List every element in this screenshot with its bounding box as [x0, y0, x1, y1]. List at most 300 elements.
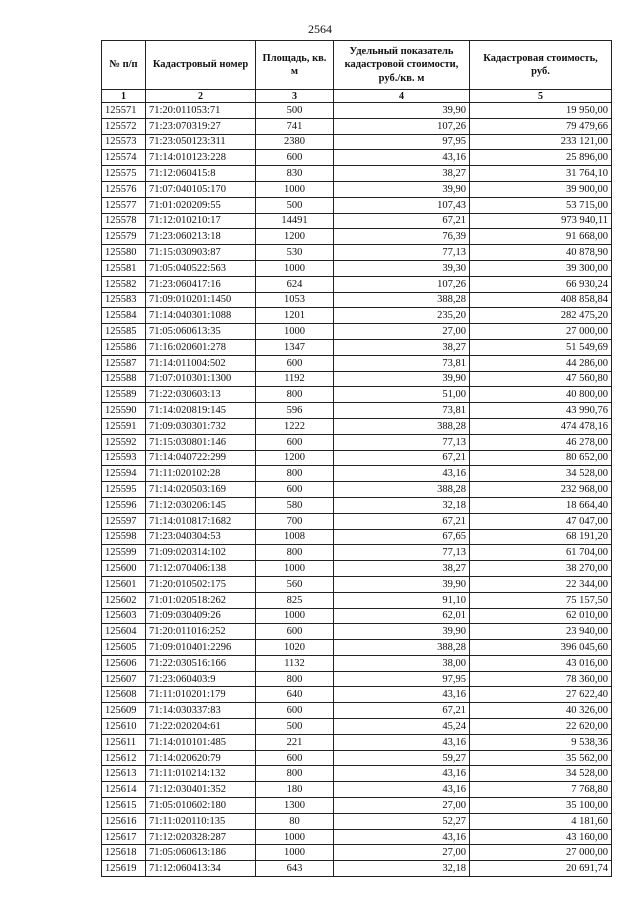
cell-cadastral-number: 71:09:010201:1450 — [146, 292, 256, 308]
cell-area: 1020 — [256, 640, 334, 656]
cell-area: 830 — [256, 166, 334, 182]
cell-cadastral-value: 7 768,80 — [470, 782, 612, 798]
cell-area: 624 — [256, 276, 334, 292]
cell-cadastral-number: 71:12:020328:287 — [146, 829, 256, 845]
cell-row-number: 125609 — [102, 703, 146, 719]
cell-row-number: 125585 — [102, 324, 146, 340]
cell-cadastral-value: 474 478,16 — [470, 418, 612, 434]
cell-area: 560 — [256, 576, 334, 592]
cell-area: 800 — [256, 766, 334, 782]
table-row — [102, 292, 612, 308]
table-row — [102, 782, 612, 798]
cell-cadastral-value: 27 622,40 — [470, 687, 612, 703]
cell-cadastral-number: 71:09:030409:26 — [146, 608, 256, 624]
cell-row-number: 125617 — [102, 829, 146, 845]
cell-area: 221 — [256, 734, 334, 750]
cell-specific-value: 388,28 — [334, 418, 470, 434]
cell-area: 1000 — [256, 561, 334, 577]
column-number: 2 — [146, 90, 256, 103]
cell-cadastral-value: 80 652,00 — [470, 450, 612, 466]
cell-cadastral-number: 71:11:010214:132 — [146, 766, 256, 782]
cell-specific-value: 39,90 — [334, 103, 470, 119]
cell-row-number: 125597 — [102, 513, 146, 529]
cell-row-number: 125605 — [102, 640, 146, 656]
cell-row-number: 125608 — [102, 687, 146, 703]
cell-cadastral-value: 27 000,00 — [470, 845, 612, 861]
table-row — [102, 103, 612, 119]
cell-area: 800 — [256, 466, 334, 482]
cell-specific-value: 38,00 — [334, 655, 470, 671]
cell-cadastral-value: 34 528,00 — [470, 766, 612, 782]
cell-cadastral-number: 71:11:010201:179 — [146, 687, 256, 703]
cell-cadastral-number: 71:01:020518:262 — [146, 592, 256, 608]
cell-cadastral-number: 71:09:030301:732 — [146, 418, 256, 434]
cell-specific-value: 27,00 — [334, 324, 470, 340]
cell-row-number: 125580 — [102, 245, 146, 261]
cell-specific-value: 32,18 — [334, 861, 470, 877]
table-row — [102, 308, 612, 324]
table-row — [102, 813, 612, 829]
table-row — [102, 545, 612, 561]
cell-row-number: 125587 — [102, 355, 146, 371]
cell-specific-value: 39,90 — [334, 371, 470, 387]
cell-cadastral-number: 71:23:040304:53 — [146, 529, 256, 545]
cell-cadastral-value: 27 000,00 — [470, 324, 612, 340]
cell-area: 800 — [256, 387, 334, 403]
cell-specific-value: 38,27 — [334, 561, 470, 577]
cell-area: 14491 — [256, 213, 334, 229]
cell-row-number: 125590 — [102, 403, 146, 419]
cell-cadastral-value: 973 940,11 — [470, 213, 612, 229]
cell-cadastral-number: 71:12:060415:8 — [146, 166, 256, 182]
cell-cadastral-number: 71:12:070406:138 — [146, 561, 256, 577]
table-row — [102, 640, 612, 656]
cell-row-number: 125612 — [102, 750, 146, 766]
cell-cadastral-value: 78 360,00 — [470, 671, 612, 687]
cell-row-number: 125616 — [102, 813, 146, 829]
cell-cadastral-value: 22 344,00 — [470, 576, 612, 592]
table-row — [102, 513, 612, 529]
cell-cadastral-number: 71:23:070319:27 — [146, 118, 256, 134]
cell-area: 1222 — [256, 418, 334, 434]
cell-row-number: 125610 — [102, 719, 146, 735]
cell-specific-value: 97,95 — [334, 134, 470, 150]
table-row — [102, 829, 612, 845]
cell-row-number: 125592 — [102, 434, 146, 450]
cell-area: 700 — [256, 513, 334, 529]
table-body — [102, 103, 612, 877]
cell-cadastral-value: 43 016,00 — [470, 655, 612, 671]
cell-specific-value: 38,27 — [334, 339, 470, 355]
header-row — [102, 41, 612, 90]
cell-cadastral-number: 71:14:020620:79 — [146, 750, 256, 766]
cell-cadastral-value: 43 990,76 — [470, 403, 612, 419]
cell-area: 640 — [256, 687, 334, 703]
cell-area: 180 — [256, 782, 334, 798]
cell-cadastral-value: 9 538,36 — [470, 734, 612, 750]
cell-row-number: 125594 — [102, 466, 146, 482]
table-row — [102, 687, 612, 703]
cell-area: 1000 — [256, 260, 334, 276]
cell-cadastral-number: 71:23:060403:9 — [146, 671, 256, 687]
cell-specific-value: 51,00 — [334, 387, 470, 403]
cell-area: 1053 — [256, 292, 334, 308]
cell-specific-value: 97,95 — [334, 671, 470, 687]
cell-area: 1132 — [256, 655, 334, 671]
cell-area: 1008 — [256, 529, 334, 545]
cell-cadastral-number: 71:20:010502:175 — [146, 576, 256, 592]
header-cadastral-value: Кадастровая стоимость, руб. — [470, 41, 612, 90]
cell-row-number: 125601 — [102, 576, 146, 592]
cell-cadastral-value: 91 668,00 — [470, 229, 612, 245]
table-row — [102, 671, 612, 687]
cell-area: 500 — [256, 197, 334, 213]
cell-row-number: 125591 — [102, 418, 146, 434]
cell-cadastral-value: 38 270,00 — [470, 561, 612, 577]
cell-cadastral-value: 46 278,00 — [470, 434, 612, 450]
cell-row-number: 125595 — [102, 482, 146, 498]
cell-cadastral-value: 18 664,40 — [470, 497, 612, 513]
cell-cadastral-number: 71:05:010602:180 — [146, 798, 256, 814]
column-number: 4 — [334, 90, 470, 103]
cell-row-number: 125604 — [102, 624, 146, 640]
cell-row-number: 125576 — [102, 181, 146, 197]
cell-specific-value: 77,13 — [334, 245, 470, 261]
cell-cadastral-value: 19 950,00 — [470, 103, 612, 119]
cell-specific-value: 45,24 — [334, 719, 470, 735]
cell-cadastral-value: 79 479,66 — [470, 118, 612, 134]
cell-area: 580 — [256, 497, 334, 513]
cell-row-number: 125584 — [102, 308, 146, 324]
table-row — [102, 703, 612, 719]
cell-cadastral-number: 71:22:020204:61 — [146, 719, 256, 735]
cell-specific-value: 52,27 — [334, 813, 470, 829]
cell-row-number: 125614 — [102, 782, 146, 798]
cell-row-number: 125615 — [102, 798, 146, 814]
cell-row-number: 125586 — [102, 339, 146, 355]
cell-cadastral-number: 71:07:040105:170 — [146, 181, 256, 197]
cell-specific-value: 39,90 — [334, 181, 470, 197]
cell-row-number: 125574 — [102, 150, 146, 166]
cell-cadastral-number: 71:11:020102:28 — [146, 466, 256, 482]
table-row — [102, 118, 612, 134]
cell-area: 600 — [256, 482, 334, 498]
cell-cadastral-value: 39 300,00 — [470, 260, 612, 276]
cell-area: 1000 — [256, 324, 334, 340]
table-row — [102, 655, 612, 671]
cell-specific-value: 107,26 — [334, 118, 470, 134]
cell-specific-value: 73,81 — [334, 355, 470, 371]
cell-cadastral-number: 71:09:010401:2296 — [146, 640, 256, 656]
cell-cadastral-number: 71:11:020110:135 — [146, 813, 256, 829]
table-row — [102, 181, 612, 197]
table-row — [102, 592, 612, 608]
cell-cadastral-value: 22 620,00 — [470, 719, 612, 735]
cell-cadastral-value: 66 930,24 — [470, 276, 612, 292]
cell-row-number: 125579 — [102, 229, 146, 245]
cell-area: 596 — [256, 403, 334, 419]
table-row — [102, 766, 612, 782]
column-number: 5 — [470, 90, 612, 103]
table-row — [102, 371, 612, 387]
cell-specific-value: 43,16 — [334, 466, 470, 482]
table-row — [102, 434, 612, 450]
cell-cadastral-value: 39 900,00 — [470, 181, 612, 197]
cell-cadastral-value: 47 047,00 — [470, 513, 612, 529]
table-header — [102, 41, 612, 103]
cell-row-number: 125581 — [102, 260, 146, 276]
cell-specific-value: 388,28 — [334, 482, 470, 498]
cell-area: 1000 — [256, 845, 334, 861]
cell-specific-value: 235,20 — [334, 308, 470, 324]
cell-row-number: 125578 — [102, 213, 146, 229]
cell-row-number: 125588 — [102, 371, 146, 387]
cell-cadastral-number: 71:14:010101:485 — [146, 734, 256, 750]
cell-specific-value: 67,21 — [334, 703, 470, 719]
column-number: 1 — [102, 90, 146, 103]
cell-area: 1347 — [256, 339, 334, 355]
cell-cadastral-value: 61 704,00 — [470, 545, 612, 561]
cell-row-number: 125606 — [102, 655, 146, 671]
cell-cadastral-value: 44 286,00 — [470, 355, 612, 371]
cell-specific-value: 77,13 — [334, 545, 470, 561]
table-row — [102, 624, 612, 640]
cell-area: 1192 — [256, 371, 334, 387]
cell-specific-value: 67,65 — [334, 529, 470, 545]
cell-cadastral-value: 25 896,00 — [470, 150, 612, 166]
cell-cadastral-number: 71:14:040301:1088 — [146, 308, 256, 324]
cell-cadastral-number: 71:22:030516:166 — [146, 655, 256, 671]
table-row — [102, 229, 612, 245]
cell-cadastral-number: 71:09:020314:102 — [146, 545, 256, 561]
cell-area: 800 — [256, 671, 334, 687]
cell-area: 825 — [256, 592, 334, 608]
cell-cadastral-number: 71:14:020819:145 — [146, 403, 256, 419]
cell-cadastral-number: 71:14:010817:1682 — [146, 513, 256, 529]
cell-cadastral-value: 43 160,00 — [470, 829, 612, 845]
table-row — [102, 403, 612, 419]
table-row — [102, 324, 612, 340]
cell-cadastral-value: 233 121,00 — [470, 134, 612, 150]
cell-area: 600 — [256, 750, 334, 766]
cell-cadastral-value: 40 800,00 — [470, 387, 612, 403]
cell-cadastral-number: 71:12:030401:352 — [146, 782, 256, 798]
cell-specific-value: 27,00 — [334, 798, 470, 814]
cell-cadastral-value: 35 562,00 — [470, 750, 612, 766]
cell-cadastral-number: 71:07:010301:1300 — [146, 371, 256, 387]
cell-cadastral-value: 23 940,00 — [470, 624, 612, 640]
cell-area: 800 — [256, 545, 334, 561]
cell-cadastral-number: 71:23:050123:311 — [146, 134, 256, 150]
cell-cadastral-value: 68 191,20 — [470, 529, 612, 545]
cell-specific-value: 27,00 — [334, 845, 470, 861]
column-number-row — [102, 90, 612, 103]
cadastral-value-table — [101, 40, 612, 877]
cell-cadastral-value: 62 010,00 — [470, 608, 612, 624]
cell-cadastral-number: 71:12:030206:145 — [146, 497, 256, 513]
table-row — [102, 166, 612, 182]
cell-cadastral-number: 71:12:060413:34 — [146, 861, 256, 877]
cell-cadastral-number: 71:14:040722:299 — [146, 450, 256, 466]
cell-area: 500 — [256, 719, 334, 735]
cell-row-number: 125582 — [102, 276, 146, 292]
cell-specific-value: 43,16 — [334, 687, 470, 703]
table-row — [102, 418, 612, 434]
cell-cadastral-value: 396 045,60 — [470, 640, 612, 656]
table-row — [102, 734, 612, 750]
cell-specific-value: 77,13 — [334, 434, 470, 450]
cell-cadastral-value: 47 560,80 — [470, 371, 612, 387]
cell-cadastral-value: 282 475,20 — [470, 308, 612, 324]
cell-cadastral-number: 71:05:060613:35 — [146, 324, 256, 340]
cell-specific-value: 67,21 — [334, 213, 470, 229]
cell-cadastral-value: 75 157,50 — [470, 592, 612, 608]
cell-area: 600 — [256, 355, 334, 371]
cell-row-number: 125611 — [102, 734, 146, 750]
cell-cadastral-number: 71:14:020503:169 — [146, 482, 256, 498]
cell-specific-value: 39,30 — [334, 260, 470, 276]
cell-area: 1000 — [256, 608, 334, 624]
cell-cadastral-number: 71:14:030337:83 — [146, 703, 256, 719]
cell-area: 500 — [256, 103, 334, 119]
cell-row-number: 125619 — [102, 861, 146, 877]
table-row — [102, 719, 612, 735]
table-row — [102, 576, 612, 592]
cell-cadastral-number: 71:22:030603:13 — [146, 387, 256, 403]
cell-row-number: 125577 — [102, 197, 146, 213]
header-area: Площадь, кв. м — [256, 41, 334, 90]
cell-cadastral-number: 71:14:011004:502 — [146, 355, 256, 371]
cell-row-number: 125593 — [102, 450, 146, 466]
cell-cadastral-number: 71:14:010123:228 — [146, 150, 256, 166]
cell-area: 1300 — [256, 798, 334, 814]
cell-cadastral-value: 20 691,74 — [470, 861, 612, 877]
cell-row-number: 125573 — [102, 134, 146, 150]
table-row — [102, 466, 612, 482]
cell-specific-value: 32,18 — [334, 497, 470, 513]
cell-specific-value: 43,16 — [334, 150, 470, 166]
cell-specific-value: 43,16 — [334, 734, 470, 750]
cell-area: 600 — [256, 150, 334, 166]
table-row — [102, 339, 612, 355]
cell-specific-value: 73,81 — [334, 403, 470, 419]
cell-cadastral-value: 40 326,00 — [470, 703, 612, 719]
header-cadastral-number: Кадастровый номер — [146, 41, 256, 90]
cell-cadastral-number: 71:01:020209:55 — [146, 197, 256, 213]
cell-specific-value: 107,26 — [334, 276, 470, 292]
cell-cadastral-number: 71:23:060213:18 — [146, 229, 256, 245]
table-row — [102, 561, 612, 577]
cell-row-number: 125596 — [102, 497, 146, 513]
table-row — [102, 497, 612, 513]
cell-cadastral-number: 71:05:060613:186 — [146, 845, 256, 861]
table-row — [102, 150, 612, 166]
cell-row-number: 125571 — [102, 103, 146, 119]
cell-cadastral-value: 408 858,84 — [470, 292, 612, 308]
cell-cadastral-number: 71:23:060417:16 — [146, 276, 256, 292]
cell-area: 530 — [256, 245, 334, 261]
cell-area: 80 — [256, 813, 334, 829]
cell-cadastral-number: 71:05:040522:563 — [146, 260, 256, 276]
cell-row-number: 125602 — [102, 592, 146, 608]
cell-area: 600 — [256, 624, 334, 640]
cell-area: 741 — [256, 118, 334, 134]
cell-area: 643 — [256, 861, 334, 877]
cell-area: 1201 — [256, 308, 334, 324]
cell-cadastral-value: 51 549,69 — [470, 339, 612, 355]
cell-row-number: 125618 — [102, 845, 146, 861]
table-row — [102, 245, 612, 261]
cell-area: 600 — [256, 434, 334, 450]
cell-area: 1000 — [256, 181, 334, 197]
cell-cadastral-value: 35 100,00 — [470, 798, 612, 814]
table-row — [102, 845, 612, 861]
cell-cadastral-value: 232 968,00 — [470, 482, 612, 498]
cell-specific-value: 43,16 — [334, 766, 470, 782]
cell-specific-value: 67,21 — [334, 513, 470, 529]
cell-cadastral-number: 71:20:011053:71 — [146, 103, 256, 119]
cell-specific-value: 107,43 — [334, 197, 470, 213]
table-row — [102, 213, 612, 229]
column-number: 3 — [256, 90, 334, 103]
cell-specific-value: 59,27 — [334, 750, 470, 766]
cell-cadastral-number: 71:12:010210:17 — [146, 213, 256, 229]
table-row — [102, 387, 612, 403]
table-row — [102, 355, 612, 371]
table-row — [102, 750, 612, 766]
header-specific-value: Удельный показатель кадастровой стоимости, руб./кв. м — [334, 41, 470, 90]
cell-cadastral-value: 4 181,60 — [470, 813, 612, 829]
cell-row-number: 125583 — [102, 292, 146, 308]
table-row — [102, 197, 612, 213]
cell-cadastral-number: 71:15:030903:87 — [146, 245, 256, 261]
cell-specific-value: 388,28 — [334, 292, 470, 308]
cell-specific-value: 43,16 — [334, 829, 470, 845]
table-row — [102, 450, 612, 466]
page-number: 2564 — [308, 22, 332, 36]
cell-specific-value: 39,90 — [334, 576, 470, 592]
cell-specific-value: 39,90 — [334, 624, 470, 640]
cell-row-number: 125600 — [102, 561, 146, 577]
cell-cadastral-number: 71:15:030801:146 — [146, 434, 256, 450]
cell-row-number: 125599 — [102, 545, 146, 561]
cell-row-number: 125607 — [102, 671, 146, 687]
cell-area: 1000 — [256, 829, 334, 845]
table-row — [102, 608, 612, 624]
table-row — [102, 482, 612, 498]
cell-specific-value: 76,39 — [334, 229, 470, 245]
cell-row-number: 125572 — [102, 118, 146, 134]
cell-cadastral-value: 31 764,10 — [470, 166, 612, 182]
table-row — [102, 861, 612, 877]
table-row — [102, 134, 612, 150]
cell-cadastral-number: 71:20:011016:252 — [146, 624, 256, 640]
cell-specific-value: 91,10 — [334, 592, 470, 608]
cell-row-number: 125575 — [102, 166, 146, 182]
cell-cadastral-number: 71:16:020601:278 — [146, 339, 256, 355]
cell-row-number: 125603 — [102, 608, 146, 624]
cell-specific-value: 67,21 — [334, 450, 470, 466]
cell-cadastral-value: 53 715,00 — [470, 197, 612, 213]
cell-specific-value: 43,16 — [334, 782, 470, 798]
cell-area: 600 — [256, 703, 334, 719]
table-row — [102, 276, 612, 292]
cell-cadastral-value: 40 878,90 — [470, 245, 612, 261]
cell-area: 2380 — [256, 134, 334, 150]
cell-row-number: 125589 — [102, 387, 146, 403]
cell-row-number: 125613 — [102, 766, 146, 782]
cell-area: 1200 — [256, 450, 334, 466]
